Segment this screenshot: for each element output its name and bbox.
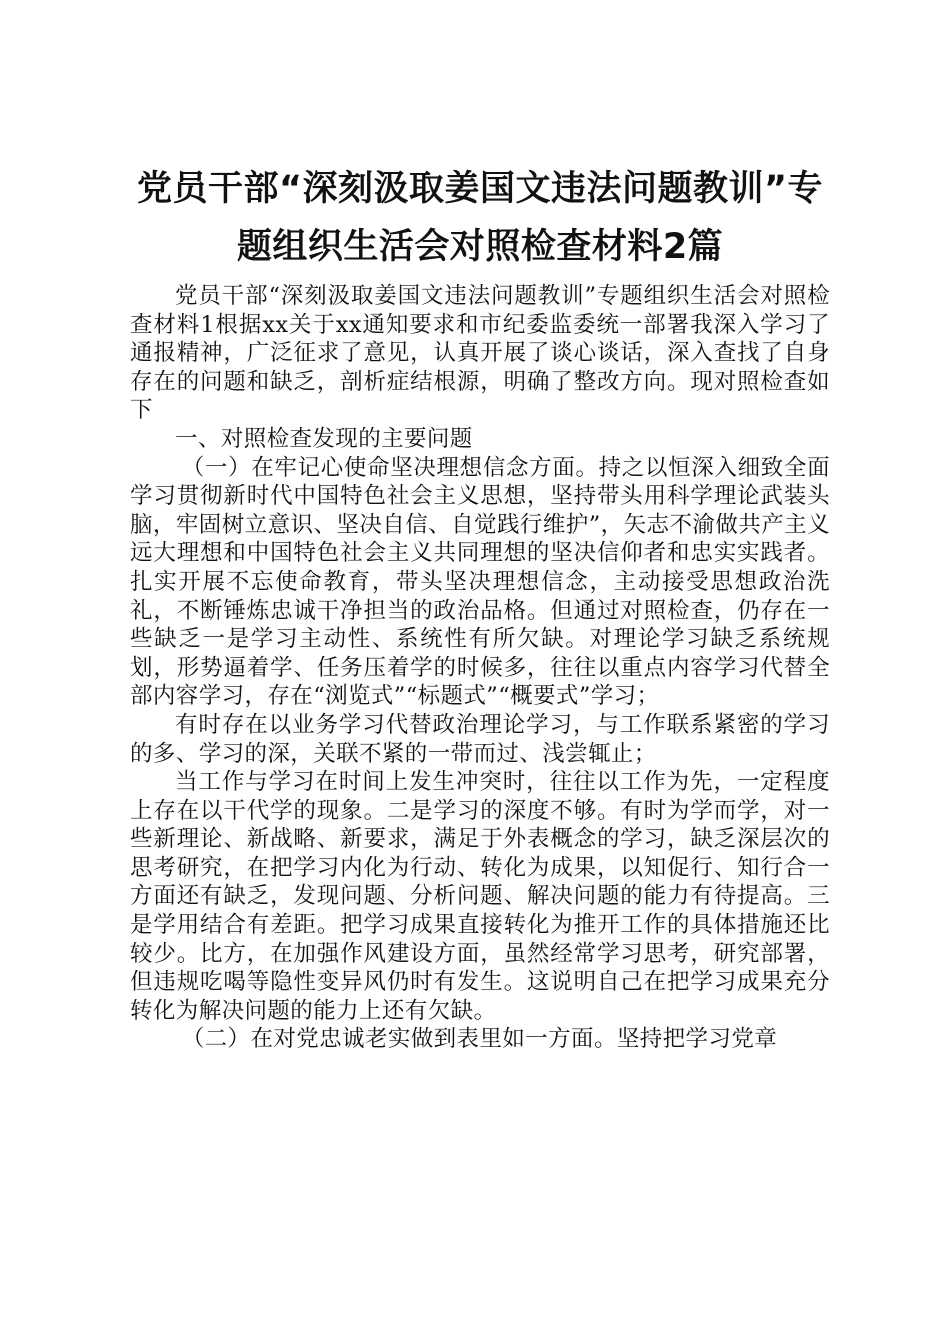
- section-heading: 一、对照检查发现的主要问题: [175, 425, 473, 452]
- subsection-paragraph-2: （二）在对党忠诚老实做到表里如一方面。坚持把学习党章: [181, 1026, 778, 1053]
- intro-paragraph: 党员干部“深刻汲取姜国文违法问题教训”专题组织生活会对照检查材料1根据xx关于xx通知要求和市纪委监委统一部署我深入学习了通报精神，广泛征求了意见，认真开展了谈心谈话，深入查找了自身存在的问题和缺乏，剖析症结根源，明确了整改方向。现对照检查如下: [130, 283, 830, 424]
- body-paragraph: 当工作与学习在时间上发生冲突时，往往以工作为先，一定程度上存在以干代学的现象。二是学习的深度不够。有时为学而学，对一些新理论、新战略、新要求，满足于外表概念的学习，缺乏深层次的思考研究，在把学习内化为行动、转化为成果，以知促行、知行合一方面还有缺乏，发现问题、分析问题、解决问题的能力有待提高。三是学用结合有差距。把学习成果直接转化为推开工作的具体措施还比较少。比方，在加强作风建设方面，虽然经常学习思考，研究部署，但违规吃喝等隐性变异风仍时有发生。这说明自己在把学习成果充分转化为解决问题的能力上还有欠缺。: [130, 769, 830, 1024]
- document-title: 党员干部“深刻汲取姜国文违法问题教训”专题组织生活会对照检查材料2篇: [136, 169, 823, 267]
- document-body: [130, 282, 830, 1054]
- body-paragraph: 有时存在以业务学习代替政治理论学习，与工作联系紧密的学习的多、学习的深，关联不紧的一带而过、浅尝辄止；: [130, 711, 830, 767]
- subsection-paragraph-1: （一）在牢记心使命坚决理想信念方面。持之以恒深入细致全面学习贯彻新时代中国特色社会主义思想，坚持带头用科学理论武装头脑，牢固树立意识、坚决自信、自觉践行维护”，矢志不渝做共产主义远大理想和中国特色社会主义共同理想的坚决信仰者和忠实实践者。扎实开展不忘使命教育，带头坚决理想信念，主动接受思想政治洗礼，不断锤炼忠诚干净担当的政治品格。但通过对照检查，仍存在一些缺乏一是学习主动性、系统性有所欠缺。对理论学习缺乏系统规划，形势逼着学、任务压着学的时候多，往往以重点内容学习代替全部内容学习，存在“浏览式”“标题式”“概要式”学习；: [130, 454, 830, 710]
- document-page: [130, 160, 830, 1054]
